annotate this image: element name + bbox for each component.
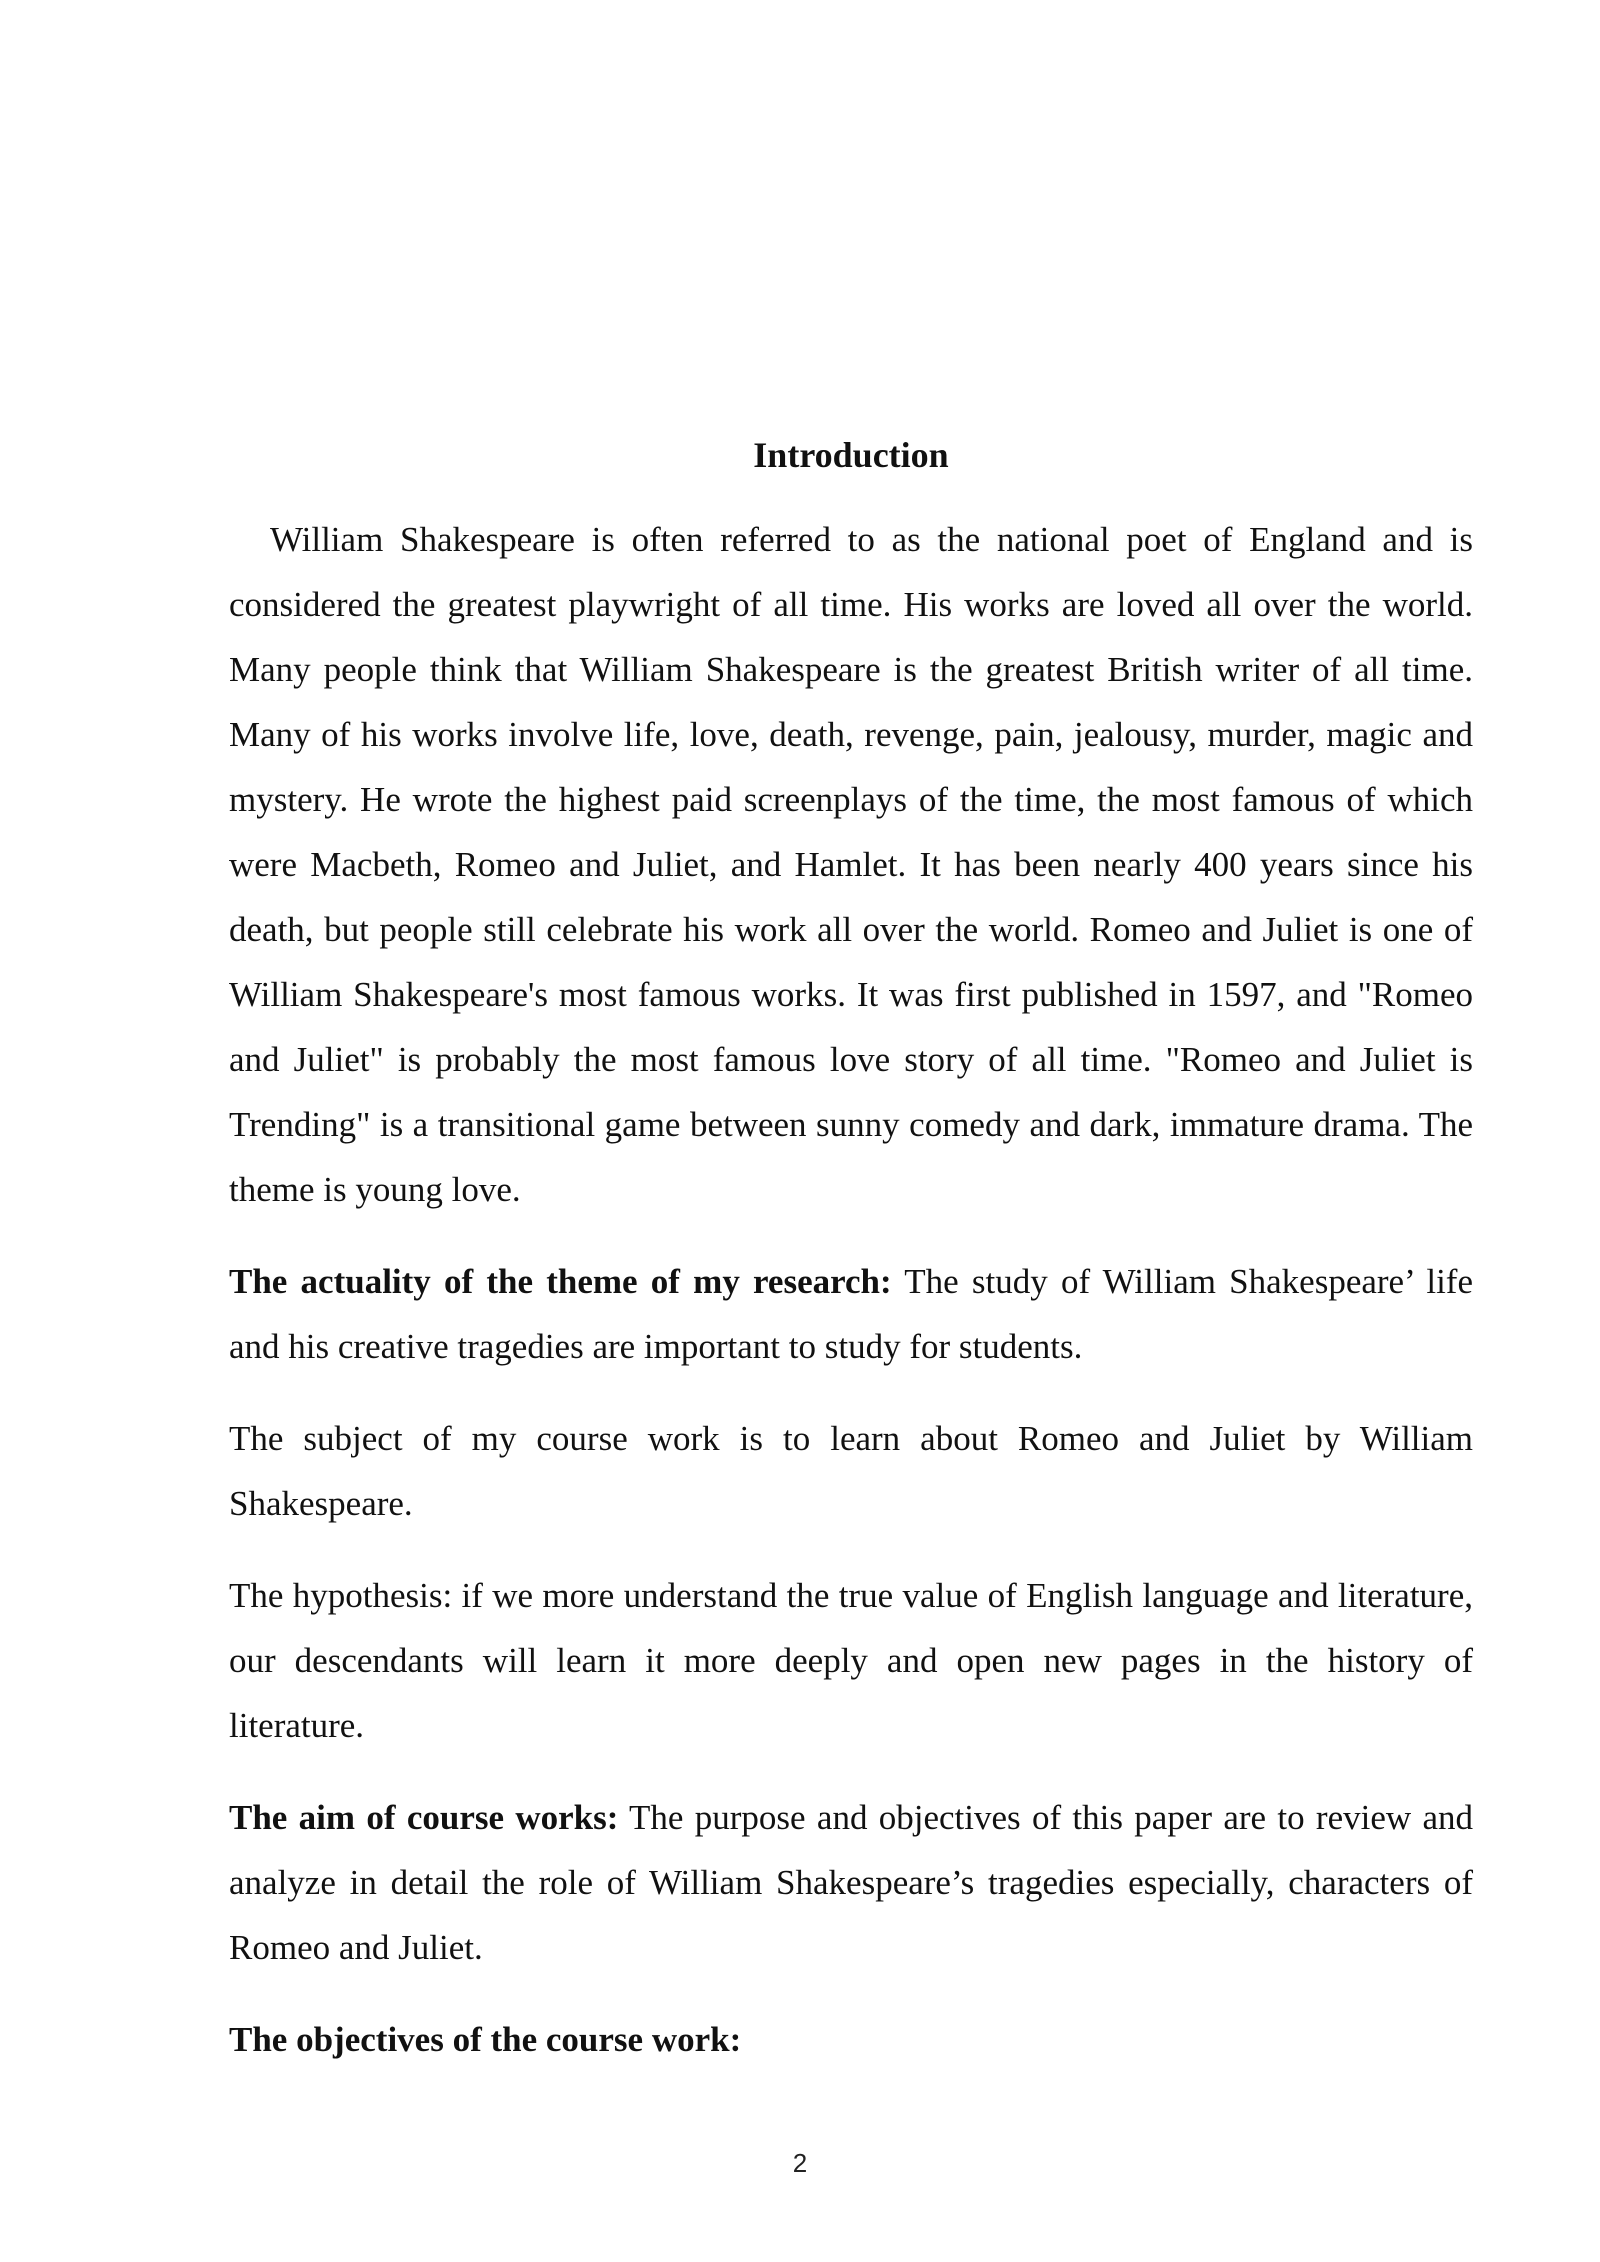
objectives-heading: The objectives of the course work: xyxy=(229,2020,742,2059)
actuality-label: The actuality of the theme of my research: xyxy=(229,1262,892,1301)
page-content xyxy=(229,425,1473,2072)
subject-paragraph: The subject of my course work is to learn about Romeo and Juliet by William Shakespeare. xyxy=(229,1419,1473,1523)
actuality-text: The study of William Shakespeare’ life and his creative tragedies are important to study for students. xyxy=(229,1262,1473,1366)
aim-label: The aim of course works: xyxy=(229,1798,619,1837)
aim-paragraph xyxy=(229,1785,1473,1980)
page-number: 2 xyxy=(792,2148,808,2178)
page-title: Introduction xyxy=(753,435,949,475)
actuality-paragraph xyxy=(229,1249,1473,1379)
aim-text: The purpose and objectives of this paper are to review and analyze in detail the role of William Shakespeare’s tragedies especially, characters of Romeo and Juliet. xyxy=(229,1798,1473,1967)
intro-paragraph: William Shakespeare is often referred to as the national poet of England and is considered the greatest playwright of all time. His works are loved all over the world. Many people think that William Shakespeare is the greatest British writer of all time. Many of his works involve life, love, death, revenge, pain, jealousy, murder, magic and mystery. He wrote the highest paid screenplays of the time, the most famous of which were Macbeth, Romeo and Juliet, and Hamlet. It has been nearly 400 years since his death, but people still celebrate his work all over the world. Romeo and Juliet is one of William Shakespeare's most famous works. It was first published in 1597, and "Romeo and Juliet" is probably the most famous love story of all time. "Romeo and Juliet is Trending" is a transitional game between sunny comedy and dark, immature drama. The theme is young love. xyxy=(229,520,1473,1209)
hypothesis-paragraph: The hypothesis: if we more understand the true value of English language and literature, our descendants will learn it more deeply and open new pages in the history of literature. xyxy=(229,1576,1473,1745)
